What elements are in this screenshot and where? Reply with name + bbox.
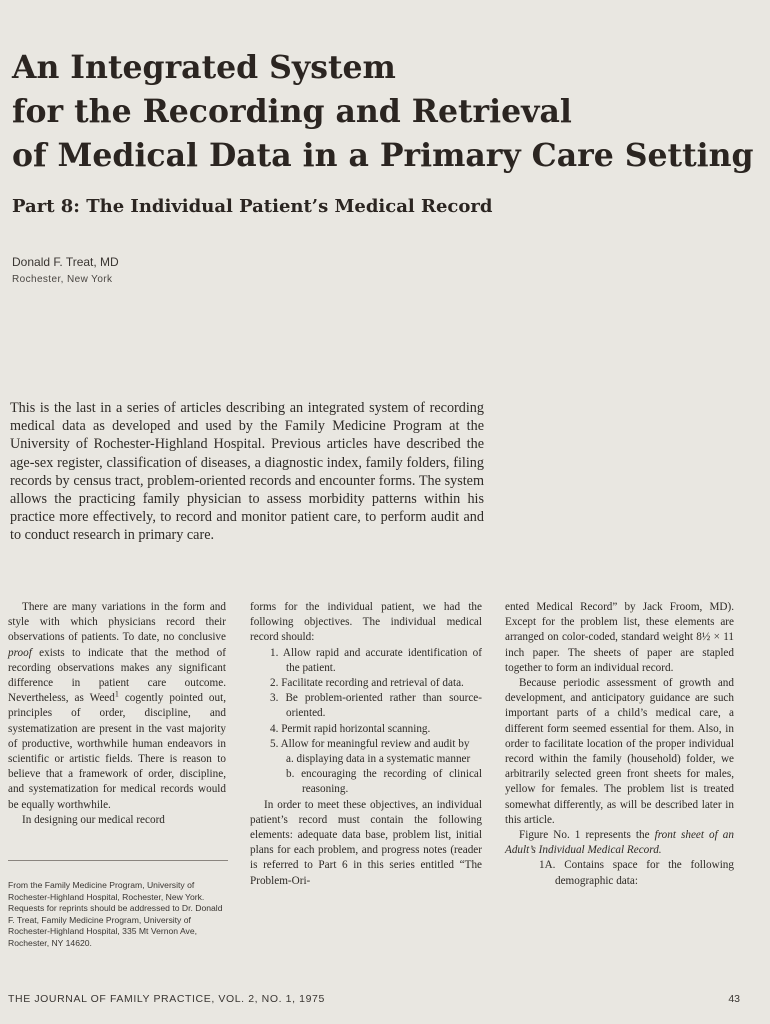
body-column-3: [505, 600, 734, 889]
reference-superscript: 1: [114, 689, 119, 699]
italic-text: proof: [8, 646, 32, 659]
paragraph: [8, 600, 226, 813]
list-item: 5. Allow for meaningful review and audit by: [270, 737, 470, 750]
text-run: There are many variations in the form and style with which physicians record their observations of patients. To date, no conclusive: [8, 601, 226, 644]
paragraph: ented Medical Record” by Jack Froom, MD). Except for the problem list, these elements are arranged on color-coded, standard weight 8½ × 11 inch paper. The sheets of paper are stapled together to form an individual record.: [505, 601, 734, 674]
body-column-2: [250, 600, 482, 889]
text-run: exists to indicate that the method of recording observations makes any significant difference in patient care outcome. Nevertheless, as Weed: [8, 646, 226, 705]
list-item: a. displaying data in a systematic manner: [286, 753, 471, 766]
title-line-1: An Integrated System: [12, 49, 396, 86]
paragraph: forms for the individual patient, we had the following objectives. The individual medical record should:: [250, 601, 482, 644]
paragraph: Because periodic assessment of growth and development, and anticipatory guidance are such important parts of a child’s medical care, a different form seemed essential for them. Also, in order to facilitate location of the proper individual record within the family (household) folder, we arbitrarily selected green front sheets for males, yellow for females. The problem list is treated somewhat differently, as will be described later in this article.: [505, 677, 734, 826]
author-name: Donald F. Treat, MD: [12, 255, 119, 269]
title-line-3: of Medical Data in a Primary Care Setting: [12, 137, 754, 174]
paragraph: In designing our medical record: [22, 813, 165, 826]
list-item: 1. Allow rapid and accurate identification of the patient.: [270, 646, 482, 674]
objectives-list: [250, 646, 482, 752]
list-item: b. encouraging the recording of clinical reasoning.: [286, 768, 482, 796]
footnote-divider: [8, 860, 228, 861]
body-column-1: [8, 600, 226, 828]
paragraph: 1A. Contains space for the following demographic data:: [539, 859, 734, 887]
footnote: From the Family Medicine Program, University of Rochester-Highland Hospital, Rochester, New York. Requests for reprints should be addressed to Dr. Donald F. Treat, Family Medicine Program, University of Rochester-Highland Hospital, 335 Mt Vernon Ave, Rochester, NY 14620.: [8, 880, 223, 948]
page-number: 43: [728, 993, 740, 1005]
author-affiliation: Rochester, New York: [12, 274, 113, 285]
article-title: [12, 46, 752, 178]
journal-footer: THE JOURNAL OF FAMILY PRACTICE, VOL. 2, NO. 1, 1975: [8, 993, 325, 1005]
list-item: 3. Be problem-oriented rather than source-oriented.: [270, 692, 482, 720]
title-line-2: for the Recording and Retrieval: [12, 93, 572, 130]
abstract: This is the last in a series of articles describing an integrated system of recording medical data as developed and used by the Family Medicine Program at the University of Rochester-Highland Hospital. Previous articles have described the age-sex register, classification of diseases, a diagnostic index, family folders, filing records by census tract, problem-oriented records and encounter forms. The system allows the practicing family physician to assess morbidity patterns within his practice more effectively, to record and monitor patient care, to perform audit and to conduct research in primary care.: [10, 400, 484, 544]
text-run: Figure No. 1 represents the: [519, 829, 655, 842]
paragraph: In order to meet these objectives, an individual patient’s record must contain the following elements: adequate data base, problem list, initial plans for each problem, and progress notes (reader is referred to Part 6 in this series entitled “The Problem-Ori-: [250, 798, 482, 887]
list-item: 4. Permit rapid horizontal scanning.: [270, 722, 431, 735]
paragraph: [505, 828, 734, 858]
italic-text: front sheet of an Adult’s Individual Medical Record.: [505, 829, 734, 857]
article-subtitle: Part 8: The Individual Patient’s Medical Record: [12, 196, 493, 217]
sub-list: [250, 752, 482, 798]
text-run: cogently pointed out, principles of order, discipline, and systematization are present in the vast majority of productive, worthwhile human endeavors in scientific or artistic fields. There is reason to believe that a framework of order, discipline, and systematization for medical records would be equally worthwhile.: [8, 692, 226, 811]
list-item: 2. Facilitate recording and retrieval of data.: [270, 677, 464, 690]
